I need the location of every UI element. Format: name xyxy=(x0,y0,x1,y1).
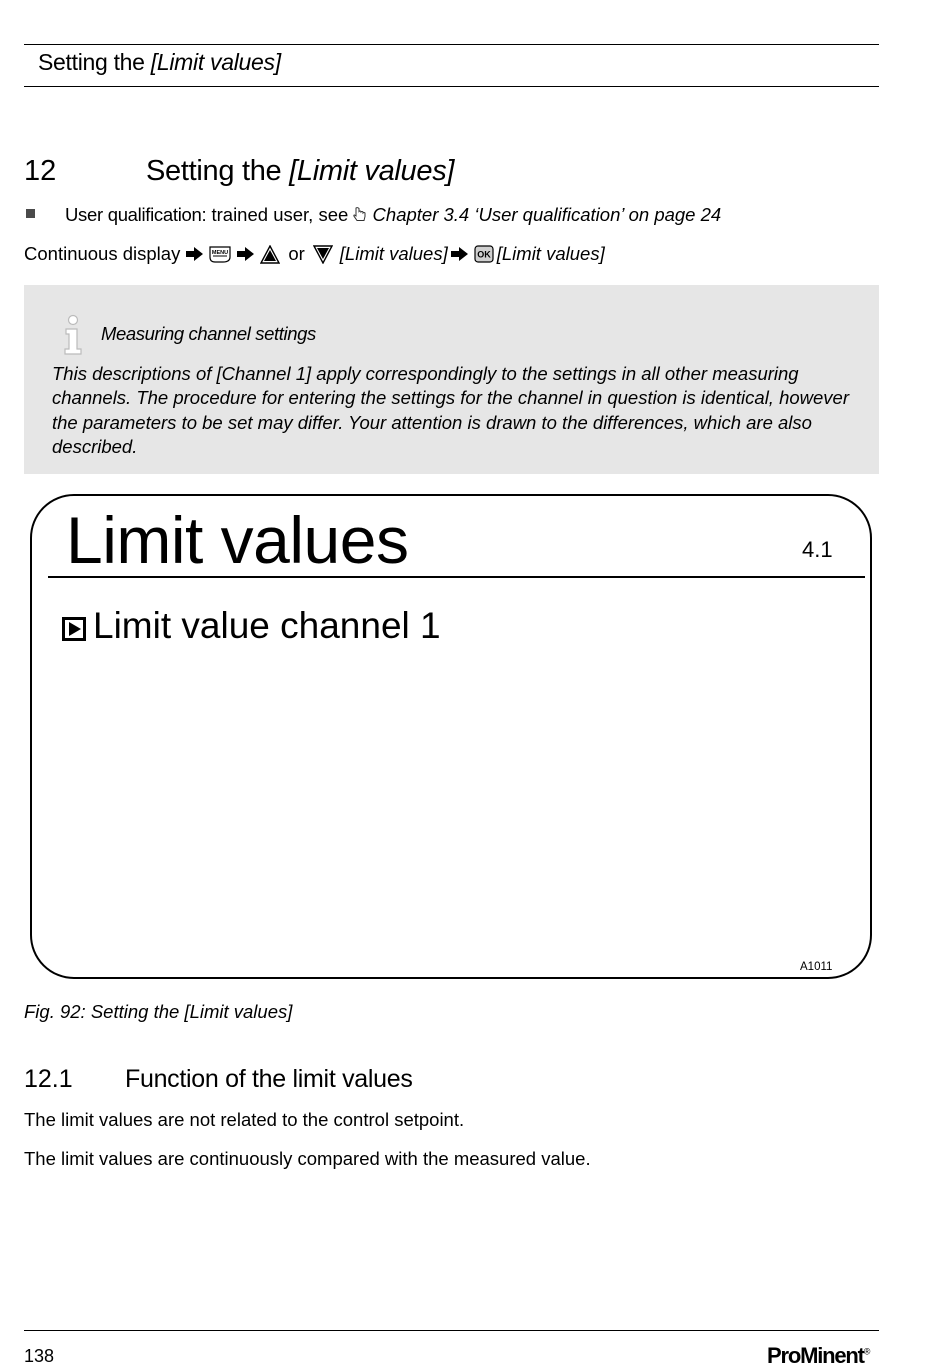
nav-start: Continuous display xyxy=(24,243,181,264)
figure-caption: Fig. 92: Setting the [Limit values] xyxy=(24,1001,293,1022)
page-number: 138 xyxy=(24,1346,55,1366)
hand-pointer-icon xyxy=(353,204,372,225)
arrow-right-icon xyxy=(186,247,203,261)
screen-title: Limit values xyxy=(66,503,409,577)
section-title-plain: Setting the xyxy=(146,155,282,187)
running-header-plain: Setting the xyxy=(38,49,145,75)
brand-mark: ® xyxy=(863,1346,871,1357)
nav-target-1: [Limit values] xyxy=(339,243,448,264)
note-title: Measuring channel settings xyxy=(101,323,316,344)
brand-name: ProMinent xyxy=(767,1343,864,1368)
screen-menu-number: 4.1 xyxy=(802,537,833,562)
down-key-icon xyxy=(313,245,333,264)
ok-key-icon xyxy=(474,245,494,263)
menu-key-label: MENU xyxy=(212,249,229,256)
navigation-path xyxy=(24,243,605,265)
paragraph: The limit values are not related to the control setpoint. xyxy=(24,1109,465,1130)
nav-target-2: [Limit values] xyxy=(496,243,605,264)
info-icon xyxy=(60,314,88,356)
ok-key-label: OK xyxy=(477,249,491,260)
footer-rule xyxy=(24,1330,879,1331)
header-bottom-rule xyxy=(24,86,879,87)
brand-logo xyxy=(767,1343,870,1369)
bullet-square-icon xyxy=(26,209,35,218)
qualification-reference-link[interactable]: Chapter 3.4 ‘User qualification’ on page 24 xyxy=(372,204,722,225)
up-key-icon xyxy=(260,245,280,264)
figure-code: A1011 xyxy=(800,961,833,973)
arrow-right-icon xyxy=(237,247,254,261)
paragraph: The limit values are continuously compared with the measured value. xyxy=(24,1148,591,1169)
nav-or: or xyxy=(288,243,305,264)
subsection-number: 12.1 xyxy=(24,1065,73,1093)
note-body: This descriptions of [Channel 1] apply correspondingly to the settings in all other measuring channels. The procedure for entering the settings for the channel in question is identical, however the parameters to be set may differ. Your attention is drawn to the differences, which are also described. xyxy=(52,363,850,457)
menu-item-limit-value-channel-1[interactable]: Limit value channel 1 xyxy=(93,605,441,646)
user-qualification xyxy=(65,204,721,226)
arrow-right-icon xyxy=(451,247,468,261)
running-header-italic: [Limit values] xyxy=(150,49,281,75)
header-top-rule xyxy=(24,44,879,45)
section-number: 12 xyxy=(24,155,57,187)
qualification-label: User qualification: xyxy=(65,204,207,225)
running-header xyxy=(38,49,281,76)
screen-divider xyxy=(48,576,865,578)
menu-pointer-icon xyxy=(62,617,86,641)
menu-key-icon xyxy=(209,246,231,263)
qualification-text: trained user, see xyxy=(211,204,349,225)
section-title xyxy=(146,155,454,188)
section-title-italic: [Limit values] xyxy=(289,155,455,187)
subsection-title: Function of the limit values xyxy=(125,1065,413,1093)
